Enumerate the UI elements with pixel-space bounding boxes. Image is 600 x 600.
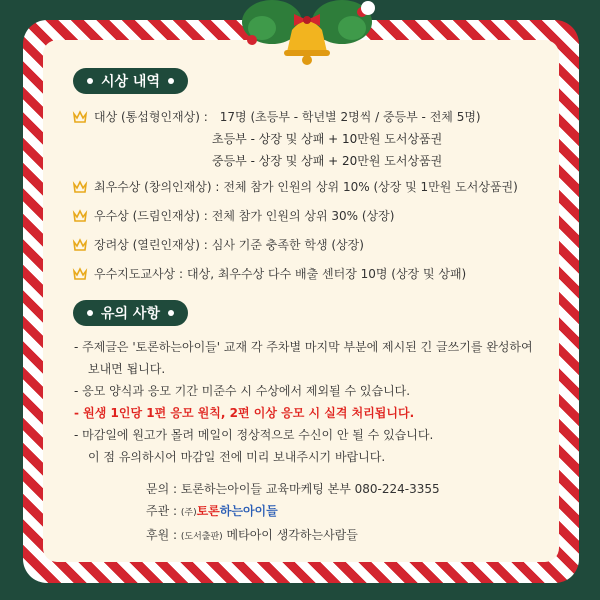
bullet-dot-icon (87, 78, 93, 84)
host-brand-blue: 하는아이들 (219, 504, 278, 518)
note-line: - 주제글은 '토론하는아이들' 교재 각 주차별 마지막 부분에 제시된 긴 글쓰기를 완성하여 (74, 340, 533, 354)
award-description: 대상, 최우수상 다수 배출 센터장 10명 (상장 및 상패) (187, 267, 467, 281)
notes-section-header (73, 300, 188, 326)
note-line: - 응모 양식과 응모 기간 미준수 시 수상에서 제외될 수 있습니다. (74, 384, 411, 398)
host-brand-red: 토론 (196, 504, 220, 518)
sponsor-prefix: (도서출판) (180, 532, 223, 542)
award-name: 대상 (통섭형인재상) : (94, 110, 208, 124)
notes-list (74, 336, 554, 468)
inquiry-label: 문의 : (146, 482, 178, 496)
grand-prize-detail: 초등부 - 상장 및 상패 + 10만원 도서상품권 (212, 132, 443, 146)
award-description: 심사 기준 충족한 학생 (상장) (211, 238, 364, 252)
crown-icon (72, 266, 88, 282)
host-label: 주관 : (146, 504, 178, 518)
award-item (72, 205, 394, 227)
christmas-bell-ornament (232, 0, 382, 70)
crown-icon (72, 179, 88, 195)
sponsor-value: 메타아이 생각하는사람들 (226, 528, 358, 542)
contact-info (146, 478, 440, 548)
note-line: - 마감일에 원고가 몰려 메일이 정상적으로 수신이 안 될 수 있습니다. (74, 428, 434, 442)
crown-icon (72, 208, 88, 224)
award-name: 최우수상 (창의인재상) : (94, 180, 220, 194)
award-item (72, 176, 518, 198)
award-item (72, 234, 364, 256)
award-description: 전체 참가 인원의 상위 30% (상장) (211, 209, 395, 223)
sponsor-label: 후원 : (146, 528, 178, 542)
notes-section-title: 유의 사항 (101, 306, 160, 322)
grand-prize-detail: 중등부 - 상장 및 상패 + 20만원 도서상품권 (212, 154, 443, 168)
award-name: 우수지도교사상 : (94, 267, 184, 281)
award-item (72, 106, 481, 128)
note-line-warning: - 원생 1인당 1편 응모 원칙, 2편 이상 응모 시 실격 처리됩니다. (74, 406, 415, 420)
award-name: 장려상 (열린인재상) : (94, 238, 208, 252)
inquiry-row (146, 478, 440, 500)
awards-section-title: 시상 내역 (101, 74, 160, 90)
note-line: 이 점 유의하시어 마감일 전에 미리 보내주시기 바랍니다. (88, 450, 386, 464)
award-description: 17명 (초등부 - 학년별 2명씩 / 중등부 - 전체 5명) (219, 110, 481, 124)
award-item (72, 263, 466, 285)
note-line: 보내면 됩니다. (88, 362, 166, 376)
grand-prize-details (212, 128, 442, 172)
inquiry-value: 토론하는아이들 교육마케팅 본부 080-224-3355 (180, 482, 440, 496)
host-row (146, 500, 440, 524)
crown-icon (72, 109, 88, 125)
host-prefix: (주) (180, 508, 197, 518)
award-name: 우수상 (드림인재상) : (94, 209, 208, 223)
bullet-dot-icon (168, 310, 174, 316)
award-description: 전체 참가 인원의 상위 10% (상장 및 1만원 도서상품권) (223, 180, 518, 194)
awards-section-header (73, 68, 188, 94)
sponsor-row (146, 524, 440, 548)
bullet-dot-icon (168, 78, 174, 84)
bullet-dot-icon (87, 310, 93, 316)
crown-icon (72, 237, 88, 253)
